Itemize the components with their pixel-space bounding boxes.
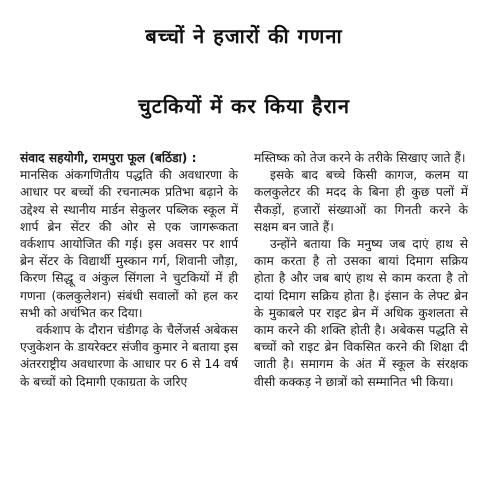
headline-line-2: चुटकियों में कर किया हैरान: [138, 94, 350, 118]
dateline: संवाद सहयोगी, रामपुरा फूल (बठिंडा) :: [20, 151, 197, 165]
right-paragraph-1: मस्तिष्क को तेज करने के तरीके सिखाए जाते हैं।: [254, 151, 466, 165]
left-paragraph-1: मानसिक अंकगणितीय पद्धति की अवधारणा के आधार पर बच्चों की रचनात्मक प्रतिभा बढ़ाने के उद्देश्य से स्थानीय मार्डन सेकुलर पब्लिक स्कूल में शार्प ब्रेन सेंटर की ओर से एक जागरूकता वर्कशाप आयोजित की गई। इस अवसर पर शार्प ब्रेन सेंटर के विद्यार्थी मुस्कान गर्ग, शिवानी जौड़ा, किरण सिद्धू व अंकुल सिंगला ने चुटकियों में ही गणना (कलकुलेशन) संबंधी सवालों को हल कर सभी को अचंभित कर दिया।: [20, 168, 238, 320]
article-column-right: [254, 150, 468, 391]
right-paragraph-2: इसके बाद बच्चे किसी कागज, कलम या कलकुलेटर की मदद के बिना ही कुछ पलों में सैकड़ों, हजारों संख्याओं का गिनती करने के सक्षम बन जाते हैं।: [254, 168, 468, 234]
article-column-left: [20, 150, 238, 391]
headline-line-1: बच्चों ने हजारों की गणना: [145, 24, 343, 48]
right-paragraph-3: उन्होंने बताया कि मनुष्य जब दाएं हाथ से काम करता है तो उसका बायां दिमाग सक्रिय होता है और जब बाएं हाथ से काम करता है तो दायां दिमाग सक्रिय होता है। इंसान के लेफ्ट ब्रेन के मुकाबले पर राइट ब्रेन में अधिक कुशलता से काम करने की शक्ति होती है। अबेकस पद्धति से बच्चों को राइट ब्रेन विकसित करने की शिक्षा दी जाती है। समागम के अंत में स्कूल के संरक्षक वीसी कक्कड़ ने छात्रों को सम्मानित भी किया।: [254, 237, 468, 389]
left-paragraph-2: वर्कशाप के दौरान चंडीगढ़ के चैलेंजर्स अबेकस एजुकेशन के डायरेक्टर संजीव कुमार ने बताया इस अंतरराष्ट्रीय अवधारणा के आधार पर 6 से 14 वर्ष के बच्चों को दिमागी एकाग्रता के जरिए: [20, 323, 238, 389]
